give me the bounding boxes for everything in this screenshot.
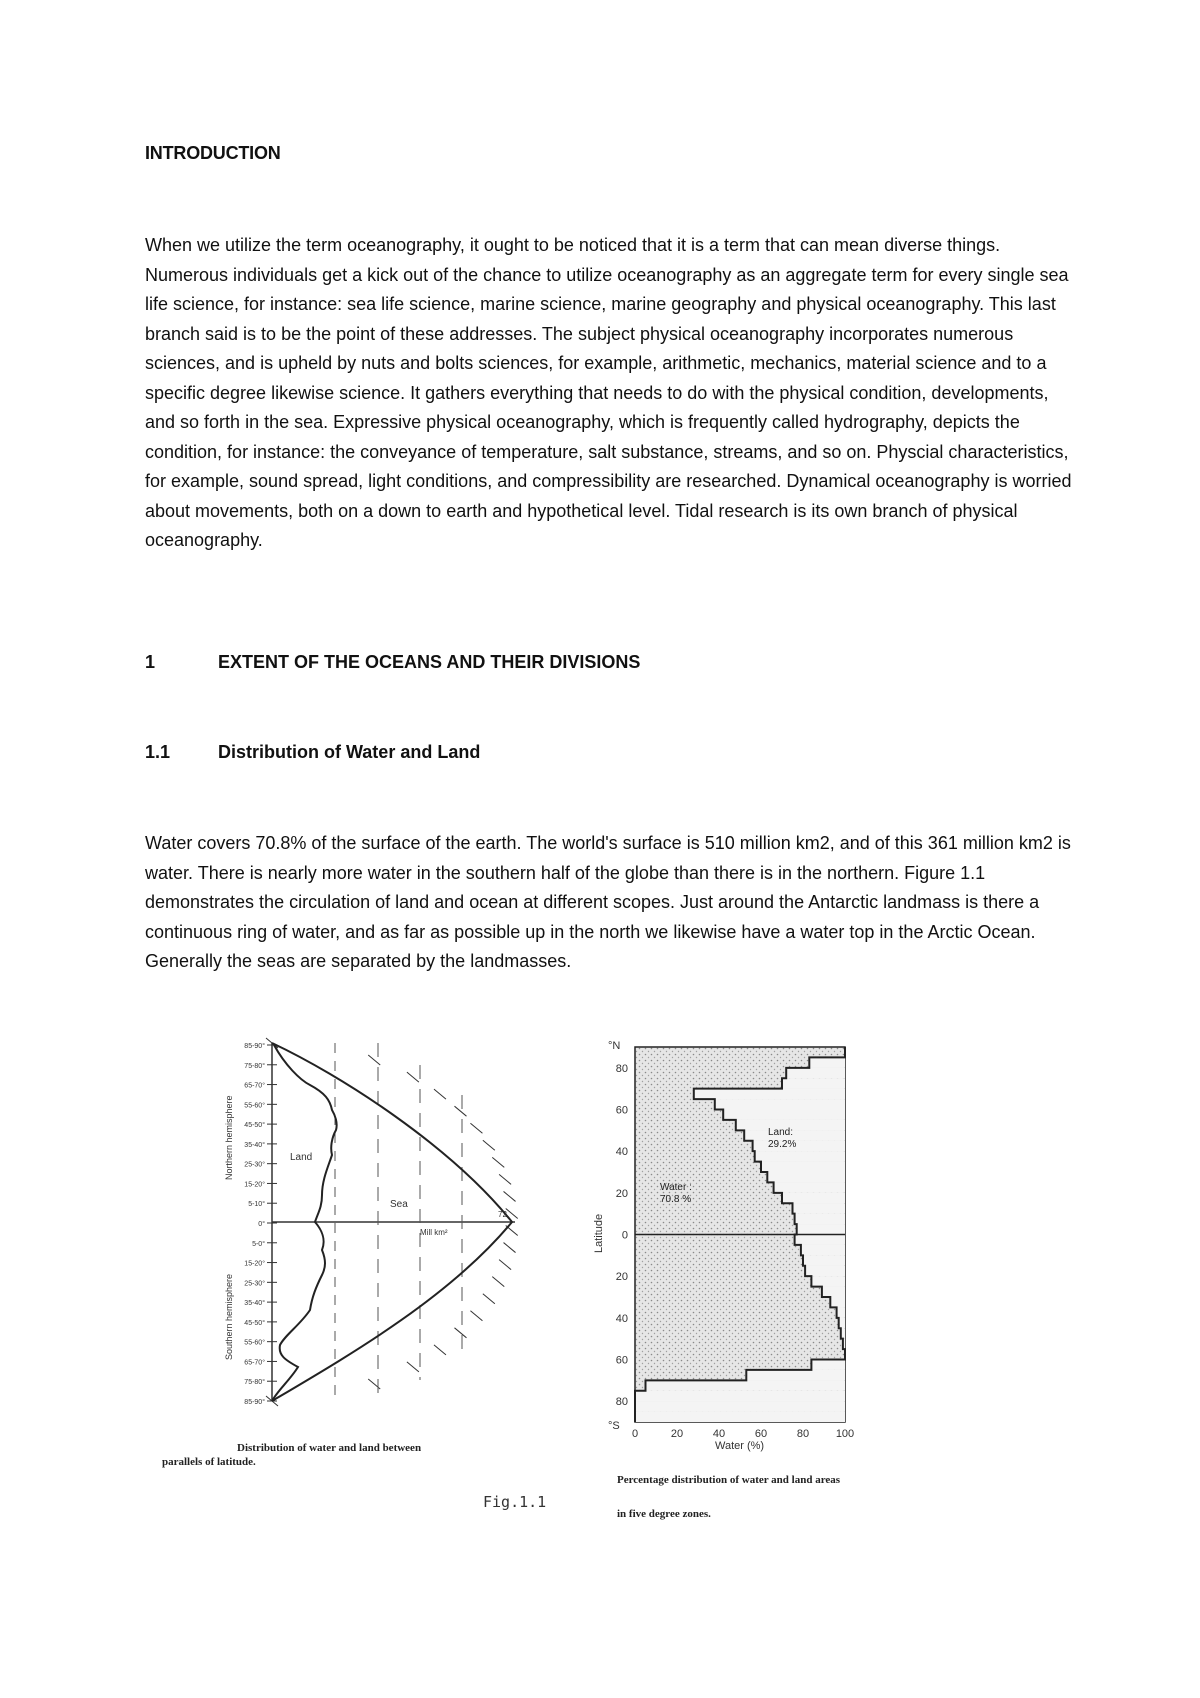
right-y-tick-label: 80 (615, 1396, 628, 1409)
right-y-tick-label: 20 (615, 1271, 628, 1284)
sea-curve-tick (483, 1140, 495, 1150)
right-caption-line-2: in five degree zones. (617, 1508, 711, 1520)
sea-curve-tick (470, 1311, 482, 1321)
left-y-tick-label: 45-50° (244, 1122, 265, 1130)
land-zone-bar (830, 1297, 845, 1307)
left-y-tick-label: 45-50° (244, 1319, 265, 1327)
right-y-tick-label: 40 (615, 1146, 628, 1159)
sea-area-label: Sea (390, 1199, 408, 1210)
left-y-tick-label: 65-70° (244, 1359, 265, 1367)
intro-paragraph: When we utilize the term oceanography, it ought to be noticed that it is a term that can mean diverse things. Numerous individuals get a kick out of the chance to utilize oceanography as an aggregate term for every single sea life science, for instance: sea life science, marine science, marine geography and physical oceanography. This last branch said is to be the point of these addresses. The subject physical oceanography incorporates numerous sciences, and is upheld by nuts and bolts sciences, for example, arithmetic, mechanics, material science and to a specific degree likewise science. It gathers everything that needs to do with the physical condition, developments, and so forth in the sea. Expressive physical oceanography, which is frequently called hydrography, depicts the condition, for instance: the conveyance of temperature, salt substance, streams, and so on. Physcial characteristics, for example, sound spread, light conditions, and compressibility are researched. Dynamical oceanography is worried about movements, both on a down to earth and hypothetical level. Tidal research is its own branch of physical oceanography. (145, 235, 1072, 550)
land-zone-bar (646, 1380, 846, 1390)
right-y-tick-label: 20 (615, 1187, 628, 1200)
sea-curve-tick (483, 1294, 495, 1304)
intro-heading: INTRODUCTION (145, 143, 281, 163)
latitude-axis-label: Latitude (593, 1213, 605, 1253)
left-y-tick-label: 35-40° (244, 1141, 265, 1149)
left-y-tick-label: 25-30° (244, 1280, 265, 1288)
water-area-value: 70.8 % (660, 1194, 692, 1205)
x-axis-tick-label: 72 (498, 1210, 507, 1219)
left-y-tick-label: 85-90° (244, 1043, 265, 1050)
land-zone-bar (635, 1401, 845, 1411)
land-zone-bar (803, 1255, 845, 1265)
right-y-tick-label: 60 (615, 1104, 628, 1117)
land-zone-bar (746, 1370, 845, 1380)
sea-curve-tick (499, 1260, 511, 1270)
sea-curve-tick (499, 1174, 511, 1184)
right-figure-chart (590, 1035, 870, 1455)
sea-curve-tick (492, 1157, 504, 1167)
right-x-tick-label: 100 (835, 1428, 855, 1440)
land-zone-bar (715, 1099, 845, 1109)
land-zone-bar (753, 1141, 845, 1151)
land-zone-bar (755, 1151, 845, 1161)
left-y-tick-label: 65-70° (244, 1082, 265, 1090)
left-y-tick-label: 15-20° (244, 1181, 265, 1189)
land-zone-bar (811, 1276, 845, 1286)
sea-curve-tick (407, 1072, 419, 1082)
section-1-title: EXTENT OF THE OCEANS AND THEIR DIVISIONS (218, 652, 641, 672)
land-zone-bar (782, 1193, 845, 1203)
land-zone-bar (795, 1214, 845, 1224)
left-y-tick-label: 55-60° (244, 1102, 265, 1110)
left-y-tick-label: 35-40° (244, 1300, 265, 1308)
right-y-tick-label: 80 (615, 1062, 628, 1075)
northern-hemisphere-label: Northern hemisphere (224, 1095, 234, 1180)
land-zone-bar (795, 1235, 845, 1245)
right-x-tick-label: 40 (712, 1428, 726, 1440)
sea-curve-tick (407, 1362, 419, 1372)
left-chart-y-tick-labels (244, 1042, 265, 1406)
land-zone-bar (635, 1412, 845, 1422)
right-chart-x-tick-labels (632, 1428, 854, 1440)
left-y-tick-label: 75-80° (244, 1379, 265, 1387)
land-curve (272, 1045, 337, 1401)
left-y-tick-label: 15-20° (244, 1260, 265, 1268)
left-y-tick-label: 5-10° (248, 1201, 265, 1209)
right-y-tick-label: 40 (615, 1312, 628, 1325)
land-zone-bar (694, 1089, 845, 1099)
land-zone-bar (774, 1182, 845, 1192)
left-figure-chart (150, 1035, 540, 1435)
north-marker: °N (608, 1040, 621, 1052)
right-x-tick-label: 60 (754, 1428, 768, 1440)
land-zone-bar (793, 1203, 846, 1213)
water-axis-label: Water (%) (715, 1440, 765, 1452)
right-chart-y-tick-labels (616, 1063, 628, 1408)
section-1-1-number: 1.1 (145, 742, 171, 762)
section-1-number: 1 (145, 652, 156, 672)
right-x-tick-label: 80 (796, 1428, 810, 1440)
left-caption-line-1: Distribution of water and land between (237, 1442, 422, 1454)
left-caption-line-2: parallels of latitude. (162, 1456, 256, 1468)
x-axis-unit-label: Mill km² (420, 1228, 448, 1237)
land-zone-bar (786, 1068, 845, 1078)
sea-curve-tick (504, 1243, 516, 1253)
left-y-tick-label: 25-30° (244, 1161, 265, 1169)
southern-hemisphere-label: Southern hemisphere (224, 1273, 234, 1360)
land-zone-bar (837, 1307, 845, 1317)
land-zone-bar (809, 1057, 845, 1067)
land-area-label-right: Land: (768, 1127, 794, 1138)
land-zone-bar (805, 1266, 845, 1276)
section-1-1-title: Distribution of Water and Land (218, 742, 481, 762)
land-zone-bar (761, 1162, 845, 1172)
land-zone-bar (811, 1360, 845, 1370)
land-zone-bar (797, 1224, 845, 1234)
land-area-label: Land (290, 1152, 313, 1163)
land-zone-bar (635, 1391, 845, 1401)
land-zone-bar (723, 1110, 845, 1120)
land-zone-bar (782, 1078, 845, 1088)
left-y-tick-label: 75-80° (244, 1062, 265, 1070)
sea-curve-tick (434, 1089, 446, 1099)
land-zone-bar (767, 1172, 845, 1182)
left-y-tick-label: 0° (258, 1221, 265, 1228)
left-y-tick-label: 5-0° (252, 1240, 265, 1248)
south-marker: °S (608, 1420, 620, 1432)
right-caption-line-1: Percentage distribution of water and land areas (617, 1474, 841, 1486)
right-x-tick-label: 0 (631, 1428, 639, 1440)
sea-curve-tick (504, 1191, 516, 1201)
right-y-tick-label: 60 (615, 1354, 628, 1367)
water-area-label: Water : (660, 1182, 692, 1193)
sea-curve-tick (454, 1328, 466, 1338)
section-1-1-paragraph: Water covers 70.8% of the surface of the earth. The world's surface is 510 million km2, and of this 361 million km2 is water. There is nearly more water in the southern half of the globe than there is in the northern. Figure 1.1 demonstrates the circulation of land and ocean at different scopes. Just around the Antarctic landmass is there a continuous ring of water, and as far as possible up in the north we likewise have a water top in the Arctic Ocean. Generally the seas are separated by the landmasses. (145, 833, 1071, 971)
sea-curve-tick (434, 1345, 446, 1355)
right-x-tick-label: 20 (670, 1428, 684, 1440)
land-zone-bar (801, 1245, 845, 1255)
figure-label: Fig.1.1 (483, 1493, 547, 1511)
sea-curve-tick (454, 1106, 466, 1116)
land-zone-bar (822, 1287, 845, 1297)
left-y-tick-label: 55-60° (244, 1339, 265, 1347)
land-area-value-right: 29.2% (768, 1139, 797, 1150)
left-y-tick-label: 85-90° (244, 1399, 265, 1406)
sea-curve-tick (492, 1277, 504, 1287)
sea-curve-tick (470, 1123, 482, 1133)
right-y-tick-label: 0 (621, 1229, 628, 1242)
